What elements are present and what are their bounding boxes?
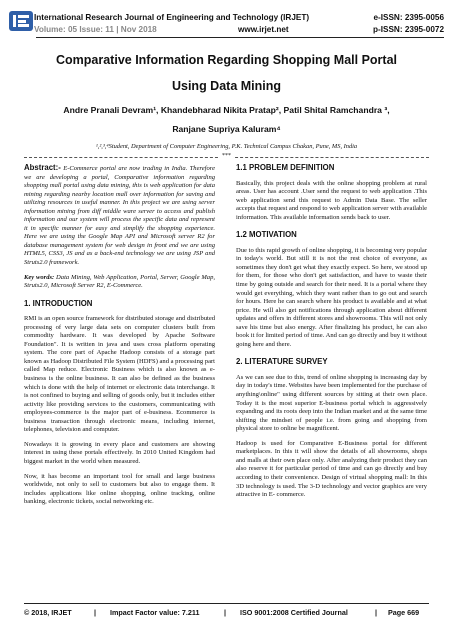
right-column (236, 164, 427, 506)
journal-header (0, 0, 453, 46)
affiliation: ¹,²,³,⁴Student, Department of Computer Engineering, P.K. Technical Campus Chakan, Pune, MS, India (95, 143, 358, 150)
problem-definition-paragraph: Basically, this project deals with the online shopping problem at rural areas. User has account .User send the request to web application .This web application send this request to Admin Data Base. The seller accepts that request and respond to web application server with available information. This available information sends back to user. (236, 179, 427, 221)
footer-iso: ISO 9001:2008 Certified Journal (240, 608, 348, 617)
introduction-paragraph-1: RMI is an open source framework for distributed storage and distributed processing of very large data sets on computer clusters built from commodity hardware. It was developed by Apache Software Foundation". It is written in java and uses cross platform operating system. The core part of Apache Hadoop consists of a storage part known as Hadoop Distributed File System (HDFS) and a processing part called Map reduce. Electronic Business which is also known as e-business is the online business. It can also be defined as the business which is done with the help of internet or electronic data interchange. It is not confined to buying and selling of goods only, but it includes either activity like providing services to the customers, communicating with employees-commerce is the major part of e-business. Ecommerce is business transaction through electronic means, including internet, telephones, television and computer. (24, 315, 215, 434)
authors-line2: Ranjane Supriya Kaluram⁴ (172, 124, 281, 134)
abstract-paragraph (24, 164, 215, 268)
paper-title-line2: Using Data Mining (171, 79, 282, 93)
keywords-paragraph (24, 274, 215, 291)
literature-survey-paragraph-2: Hadoop is used for Comparative E-Business portal for different marketplaces. In this it will show the details of all showrooms, shops and malls at their own place only. After analyzing their product they can also reserve it for particular period of time and can go directly and buy according to their convenience. Design of virtual shopping mall: In this 3D technology is used. The 3-D technology and vector graphics are very attractive in E- commerce. (236, 439, 427, 499)
introduction-paragraph-2: Nowadays it is growing in every place and customers are showing interest in using these portals effectively. In 2010 United Kingdom had biggest market in the world when measured. (24, 440, 215, 465)
paper-title-line1: Comparative Information Regarding Shopping Mall Portal (56, 53, 397, 67)
footer-page-number: Page 669 (388, 608, 420, 617)
irjet-logo-icon (8, 9, 34, 33)
pissn: p-ISSN: 2395-0072 (373, 25, 444, 34)
separator-stars (0, 153, 453, 159)
journal-volume: Volume: 05 Issue: 11 | Nov 2018 (34, 25, 157, 34)
journal-volume-line (34, 25, 289, 34)
abstract-text: E-Commerce portal are now trading in India. Therefore we are developing a portal, Comparative information regarding shopping mall portal using data mining, this is web application for data mining regarding nearby location mall over information for saving and utilizing resources in useful manner. In this project we are using server information mining from diff middle ware server to access and publish information and our system will process the specific data and represent it in specific manner for easy and simplify the shopping experience. Here we are using the Google Map API and Microsoft server R2 for database management system for web design in front end we are using HTML5, CSS3, JS and as a back-end technology we are using JSP and Struts2.0 framework. (24, 165, 215, 267)
footer-rule (24, 603, 429, 604)
left-column (24, 164, 215, 513)
journal-name: International Research Journal of Engineering and Technology (IRJET) (34, 13, 310, 22)
problem-definition-heading: 1.1 PROBLEM DEFINITION (236, 163, 335, 172)
literature-survey-heading: 2. LITERATURE SURVEY (236, 357, 328, 367)
footer-impact-factor: Impact Factor value: 7.211 (110, 608, 200, 617)
introduction-heading: 1. INTRODUCTION (24, 298, 93, 308)
motivation-heading: 1.2 MOTIVATION (236, 230, 297, 240)
separator-text: *** (222, 153, 231, 159)
introduction-paragraph-3: Now, it has become an important tool for small and large business worldwide, not only to sell to customers but also to engage them. It includes applications like online shopping, online tracking, online banking, electronic tickets, social networking etc. (24, 472, 215, 506)
keywords-label: Key words: (24, 273, 55, 281)
motivation-paragraph: Due to this rapid growth of online shopping, it is becoming very popular in today's world. But still it is not the rest choice of everyone, as sometimes they don't get what they exactly expect. So here, we stood up for them, for those who don't get satisfaction, and have to waste their time by going outside and search for their need. It is a portal where they would get everything, which they want rather than to go out and search for hours. Here he can search where his product is available and at what price. He will also get notifications through application about different updates and offers in different stores and showrooms. This will not only save his time but also energy. After finalizing his product, he can also book it for limited period of time. And can go directly and buy it without going here and there. (236, 246, 427, 348)
abstract-label: Abstract:- (24, 163, 61, 172)
keywords-text: Data Mining, Web Application, Portal, Server, Google Map, Struts2.0, Microsoft Server R2, E-Commerce. (24, 273, 215, 290)
header-rule (36, 37, 444, 38)
eissn: e-ISSN: 2395-0056 (373, 13, 444, 22)
footer-copyright: © 2018, IRJET (24, 608, 72, 617)
journal-website: www.irjet.net (238, 25, 289, 34)
authors-line1: Andre Pranali Devram¹, Khandebharad Nikita Pratap², Patil Shital Ramchandra ³, (63, 105, 390, 115)
literature-survey-paragraph-1: As we can see due to this, trend of online shopping is increasing day by day in today's time. Websites have been implemented for the purchase of anything\online" using different sources by sitting at their own place. Today it is the most superior E-business portal which is aggressively expanding and its roots deep into the Indian market and at the same time shifting the mindset of people i.e. from going and shopping from physical store to online be magnificent. (236, 373, 427, 433)
